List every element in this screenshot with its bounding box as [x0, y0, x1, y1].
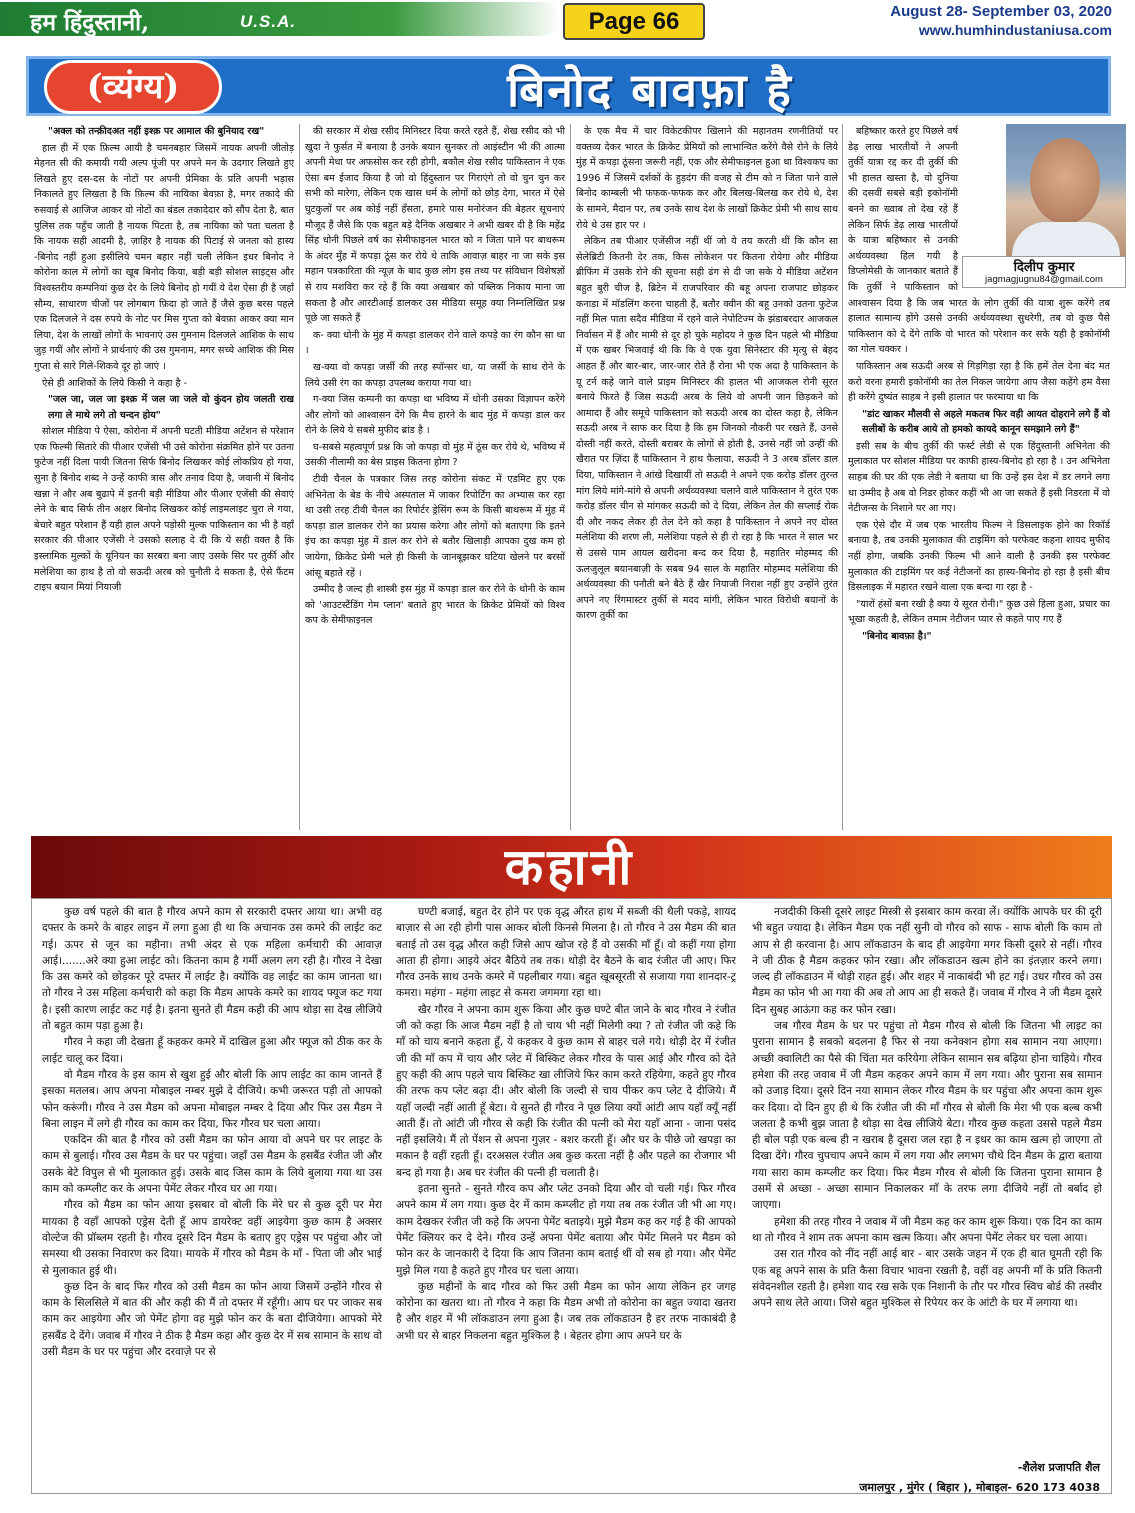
story-column-3: [752, 904, 1102, 1456]
paragraph: एकदिन की बात है गौरव को उसी मैडम का फोन आया वो अपने घर पर लाइट के काम से बुलाई। गौरव उस मैडम के घर पर पहुंचा। जहाँ उस मैडम के हसबैंड रंजीत जी और उसके बेटे विपुल से भी मुलाकात हुई। उसके बाद जिस काम के लिये बुलाया गया था उस काम को कम्प्लीट कर के अपना पेमेंट लेकर गौरव घर आ गया।: [42, 1134, 382, 1196]
author-email: jagmagjugnu84@gmail.com: [985, 274, 1103, 285]
paragraph: पाकिस्तान अब सऊदी अरब से गिड़गिड़ा रहा है कि हमें तेल देना बंद मत करो वरना हमारी इकोनॉमी का तेल निकल जायेगा आप जैसा कहेंगे हम वैसा ही करेंगे दुष्यंत साहब ने इसी हालात पर फरमाया था कि: [848, 360, 1110, 404]
column-divider: [842, 124, 843, 830]
satire-headline: बिनोद बावफ़ा है: [507, 63, 793, 117]
paragraph: ख-क्या वो कपड़ा जर्सी की तरह स्पॉन्सर था, या जर्सी के साथ रोने के लिये उसी रंग का कपड़ा उपलब्ध कराया गया था।: [305, 361, 565, 389]
paragraph: गौरव को मैडम का फोन आया इसबार वो बोली कि मेरे घर से कुछ दूरी पर मेरा मायका है वहाँ आपको एड्रेस देती हूँ आप डायरेक्ट वहीं आइयेगा कुछ काम है अक्सर वोल्टेज की प्रॉब्लम रहती है। गौरव दूसरे दिन मैडम के बताए हुए एड्रेस पर पहुंचा और जो समस्या थी उसका निवारण कर दिया। मायके में गौरव को मैडम के माँ - पिता जी और भाई से मुलाकात हुई थी।: [42, 1199, 382, 1277]
paragraph: हमेशा की तरह गौरव ने जवाब में जी मैडम कह कर काम शुरू किया। एक दिन का काम था तो गौरव ने शाम तक अपना काम खत्म किया। और अपना पेमेंट लेकर घर चला आया।: [752, 1215, 1102, 1244]
satire-column-3: [576, 124, 838, 830]
paragraph: बहिष्कार करते हुए पिछले वर्ष डेढ़ लाख भारतीयों ने अपनी तुर्की यात्रा रद्द कर दी तुर्की की भी हालत खस्ता है, वो दुनिया की दसवीं सबसे बड़ी इकोनॉमी बनने का ख्वाब तो देख रहे हैं लेकिन सिर्फ डेढ़ लाख भारतीयों के यात्रा बहिष्कार से उनकी अर्थव्यवस्था हिल गयी है डिप्लोमेसी के जानकार बताते हैं कि तुर्की ने पाकिस्तान को आश्वासन दिया है कि जब भारत के लोग तुर्की की यात्रा शुरू करेंगे तब हालात सामान्य होंगे उससे उनकी अर्थव्यवस्था सुधरेगी, तब वो कुछ पैसे पाकिस्तान को दे देंगे ताकि वो भारत को परेशान कर सके यही है इकोनॉमी का गोल चक्कर ।: [848, 126, 1110, 356]
column-divider: [570, 124, 571, 830]
paragraph: हाल ही में एक फ़िल्म आयी है चमनबहार जिसमें नायक अपनी जीतोड़ मेहनत सी की कमायी गयी अल्प पूंजी पर अपने मन के उदगार लिखते हुए लिखते हुए दस-दस के नोटों पर अपनी प्रेमिका के प्रति अपनी भड़ास निकालते हुए लिखता है कि फ़िल्म की नायिका बेवफ़ा है, मगर तकादे की रुसवाई से आजिज आकर वो नोटों का बंडल तकादेदार को सौंप देता है, बात पुलिस तक पहुँच जाती है नायक पिटता है, तब नायिका को पता चलता है कि नायक सही आदमी है, ज़ाहिर है नायक की पिटाई से जनता को हास्य -बिनोद नहीं हुआ इसीलिये चमन बहार नहीं चली लेकिन इधर बिनोद ने कोरोना काल में लोगों का खूब बिनोद किया, बड़ी बड़ी सोशल साइट्स और विश्वस्तरीय कम्पनियां कुछ देर के लिये बिनोद हो गयीं ये देश ऐसा ही है जहाँ सौम्य, साधारण चीजों पर लोगबाग फ़िदा हो जाते हैं जैसे कुछ बरस पहले एक दिलजले ने दस रुपये के नोट पर मिस गुप्ता को बेवफ़ा आकर क्या मान लिया, देश के लाखों लोगों के भावनाएं उस गुमनाम दिलजले आशिक के साथ जुड़ गयीं और लोगों ने प्रार्थनाएं की उस गुमनाम, मगर सच्चे आशिक की मिस गुप्ता से सारे गिले-शिकवे दूर हो जाएं ।: [34, 142, 294, 372]
paragraph: कुछ महीनों के बाद गौरव को फिर उसी मैडम का फोन आया लेकिन हर जगह कोरोना का खतरा था। तो गौरव ने कहा कि मैडम अभी तो कोरोना का बहुत ज्यादा खतरा है और शहर में भी लॉकडाउन लगा हुआ है। जब तक लॉकडाउन है हर तरफ नाकाबंदी है अभी घर से बाहर निकलना बहुत मुश्किल है । बेहतर होगा आप अपने घर के: [396, 1280, 736, 1342]
paragraph: ऐसे ही आशिकों के लिये किसी ने कहा है -: [42, 377, 188, 389]
satire-tag: (व्यंग्य): [44, 60, 222, 114]
paragraph: सोशल मीडिया पे ऐसा, कोरोना में अपनी घटती मीडिया अटेंशन से परेशान एक फिल्मी सितारे की पीआर एजेंसी भी उसे कोरोना संक्रमित होने पर उतना फुटेज नहीं दिला पायी जितना सिर्फ बिनोद लिखकर कोई लोकप्रिय हो गया, सुना है बिनोद शब्द ने उन्हें काफी त्रास और तनाव दिया है, जवानी में बिनोद खन्ना ने और अब बुढापे में इतनी बड़ी मीडिया और पीआर एजेंसी की सेवाएं लेने के बाद सिर्फ तीन अक्षर बिनोद लिखकर कोई लाइमलाइट चुरा ले गया, बेचारे बहुत परेशान हैं यही हाल अपने पड़ोसी मुल्क पाकिस्तान का भी है वहाँ सरकार की पीआर एजेंसी ने उसको सलाह दे दी कि ये सही वक्त है कि इस्लामिक मुल्कों के यूनियन का सरबरा बना जाए उसके सिर पर तुर्की और मलेशिया का हाथ है तो वो सऊदी अरब को चुनौती दे सकता है, ऐसे फैंटम टाइप बयान मियां नियाजी: [34, 426, 294, 594]
paragraph: कुछ वर्ष पहले की बात है गौरव अपने काम से सरकारी दफ्तर आया था। अभी वह दफ्तर के कमरे के बाहर लाइन में लगा हुआ ही था कि अचानक उस कमरे की लाईट कट गई। ऊपर से जून का महीना। तभी अंदर से एक महिला कर्मचारी की आवाज़ आई।.......अरे क्या हुआ लाईट को। कितना काम है गर्मी अलग लग रही है। गौरव ने देखा कि उस कमरे को छोड़कर पूरे दफ्तर में लाईट है। क्योंकि वह लाईट का काम जानता था। तो गौरव ने उस महिला कर्मचारी को कहा कि मैडम आपके कमरे का शायद फ्यूज कट गया है। इसी कारण लाईट कट गई है। इतना सुनते ही मैडम कही की आप थोड़ा सा देख लीजिये तो बहुत काम पड़ा हुआ है।: [42, 906, 382, 1033]
newspaper-title: हम हिंदुस्तानी,: [30, 9, 150, 36]
quote-verse: "जल जा, जल जा इश्क़ में जल जा जले वो कुंदन होय जलती राख लगा ले माथे लगे तो चन्दन होय": [48, 394, 294, 421]
author-name: दिलीप कुमार: [1013, 260, 1075, 275]
author-shirt: [1012, 222, 1120, 256]
paragraph: इतना सुनते - सुनते गौरव कप और प्लेट उनको दिया और वो चली गई। फिर गौरव अपने काम में लग गया। कुछ देर में काम कम्प्लीट हो गया तब तक रंजीत जी भी आ गए। काम देखकर रंजीत जी कहे कि अपना पेमेंट बताइये। मुझे मैडम कह कर गई है की आपको पेमेंट क्लियर कर दे देने। गौरव उन्हें अपना पेमेंट बताया और पेमेंट मिलने पर मैडम को फोन कर के जानकारी दे दिया कि आप जितना काम बताई थीं वो सब हो गया। और पेमेंट मुझे मिल गया है कहते हुए गौरव घर चला आया।: [396, 1183, 736, 1277]
paragraph: जब गौरव मैडम के घर पर पहुंचा तो मैडम गौरव से बोली कि जितना भी लाइट का पुराना सामान है सबको बदलना है फिर से नया कनेक्शन होगा सब सामान नया आएगा। अच्छी क्वालिटी का पैसे की चिंता मत करियेगा लेकिन सामान सब बढ़िया होना चाहिये। गौरव हमेशा की तरह जवाब में जी मैडम कहकर अपने काम में लग गया। और पुराना सब सामान को उजाड़ दिया। दूसरे दिन नया सामान लेकर गौरव मैडम के घर पहुंचा और अपना काम शुरू कर दिया। दो दिन हुए ही थे कि रंजीत जी की माँ गौरव से बोली कि मेरा भी एक बल्ब कभी जलता है कभी बुझ जाता है थोड़ा सा देख लीजिये बेटा। गौरव कुछ कहता उससे पहले मैडम ही बोल पड़ी एक बल्ब ही न खराब है दूसरा जल रहा है न इधर का काम खत्म हो जाएगा तो दिखा देंगे। गौरव चुपचाप अपने काम में लग गया और लगभग चौथे दिन मैडम के द्वारा बताया गया सारा काम कम्प्लीट कर दिया। फिर मैडम गौरव से बोली कि जितना पुराना सामान है उसमें से अच्छा - अच्छा सामान निकालकर माँ के तरफ लगा दीजिये नहीं तो बर्बाद हो जाएगा।: [752, 1020, 1102, 1212]
paragraph: लेकिन तब पीआर एजेंसीज नहीं थीं जो ये तय करती थीं कि कौन सा सेलेब्रिटी कितनी देर तक, किस लोकेशन पर कितना रोयेगा और मीडिया ब्रीफिंग में उसके रोने की सूचना सही ढंग से दी जा सके ये मीडिया अटेंशन बहुत बुरी चीज है, ब्रिटेन में राजपरिवार की बहू अपना राजपाट छोड़कर कनाडा में मॉडलिंग करना चाहती हैं, बतौर क्वीन की बहू उनको उतना फुटेज नहीं मिल पाता सदैव मीडिया में रहने वाले नेपोटिज्म के झंडाबरदार आजकल निर्वासन में हैं और मामी से दूर हो चुके महोदय ने कुछ दिन पहले भी मीडिया में एक खबर भिजवाई थी कि कि वे एक युवा सिनेस्टार की मृत्यु से बेहद आहत हैं और बार-बार, जार-जार रोते हैं रोना भी एक अदा है पाकिस्तान के यू टर्न कहे जाने वाले प्राइम मिनिस्टर की हालत भी आजकल रोनी सूरत बनाये फिरते हैं जिस सऊदी अरब के लिये वो अपनी जान छिड़कने को आमादा हैं और समूचे पाकिस्तान को सऊदी अरब का दोस्त कहा है, लेकिन सऊदी अरब ने साफ कर दिया है कि हम जिनको नौकरी पर रखते हैं, उनसे दोस्ती नहीं करते, दोस्ती बराबर के लोगों से होती है, उनसे नहीं जो उन्हीं की खैरात पर ज़िंदा हैं पाकिस्तान ने हाथ फैलाया, सऊदी ने 3 अरब डॉलर डाल दिया, पाकिस्तान ने आंखे दिखायीं तो सऊदी ने अपने एक करोड़ डॉलर तुरन्त मांग लिये मांगे-मांगे से अपनी अर्थव्यवस्था चलाने वाले पाकिस्तान ने तुरंत एक करोड़ डॉलर चीन से मांगकर सऊदी को दे दिया, लेकिन तेल की सप्लाई रोक दी और नकद लेकर ही तेल देने को कहा है पाकिस्तान ने अपने नए दोस्त मलेशिया की शरण ली, मलेशिया पहले से ही रो रहा है कि भारत ने साल भर से उससे पाम आयल खरीदना बन्द कर दिया है, महातिर मोहम्मद की ऊलजुलूल बयानबाज़ी के सबब 94 साल के महातिर मोहम्मद मलेशिया की अर्थव्यवस्था की पनौती बने बैठे हैं खैर नियाजी निराश नहीं हुए उन्होंने तुरंत अपने नए रिंगमास्टर तुर्की से मदद मांगी, लेकिन भारत विरोधी बयानों के कारण तुर्की का: [576, 236, 838, 622]
story-column-1: [42, 904, 382, 1492]
paragraph: कुछ दिन के बाद फिर गौरव को उसी मैडम का फोन आया जिसमें उन्होंने गौरव से काम के सिलसिले में बात की और कही की मैं तो दफ्तर में रहूँगी। आप घर पर जाकर सब काम कर आइयेगा और जो पेमेंट होगा वह मुझे फोन कर के बता दीजियेगा। आपको मेरे हसबैंड दे देंगे। जवाब में गौरव ने ठीक है मैडम कहा और कुछ देर में सब सामान के साथ वो उसी मैडम के घर पर पहुंचा और दरवाज़े पर से: [42, 1280, 382, 1359]
paragraph: घ-सबसे महत्वपूर्ण प्रश्न कि जो कपड़ा वो मुंह में ठूंस कर रोये थे, भविष्य में उसकी नीलामी का बेस प्राइस कितना होगा ?: [305, 441, 565, 469]
page-number: Page 66: [563, 3, 705, 40]
paragraph: के एक मैच में चार विकेटकीपर खिलाने की महानतम रणनीतियों पर वक्तव्य देकर भारत के क्रिकेट प्रेमियों को लाभान्वित करेंगे वैसे रोने के लिये मुंह में कपड़ा ठूंसना जरूरी नहीं, एक और सेमीफाइनल हुआ था विश्वकप का 1996 में जिसमें दर्शकों के हुड़दंग की वजह से टीम को न जिता पाने वाले बिनोद काम्बली भी फफक-फफक कर और बिलख-बिलख कर रोये थे, देश के सामने, मैदान पर, तब उनके साथ देश के लाखों क्रिकेट प्रेमी भी साथ साथ रोये थे उस हार पर ।: [576, 126, 838, 231]
satire-column-2: [305, 124, 565, 830]
paragraph: वो मैडम गौरव के इस काम से खुश हुई और बोली कि आप लाईट का काम जानते हैं इसका मतलब। आप अपना मोबाइल नम्बर मुझे दे दीजिये। कभी जरूरत पड़ी तो आपको फोन करूंगी। गौरव ने उस मैडम को अपना मोबाइल नम्बर दे दिया और फिर उस मैडम ने बिना लाइन में लगे ही गौरव का काम कर दिया, फिर गौरव घर चला आया।: [42, 1068, 382, 1130]
paragraph: नजदीकी किसी दूसरे लाइट मिस्त्री से इसबार काम करवा लें। क्योंकि आपके घर की दूरी भी बहुत ज्यादा है। लेकिन मैडम एक नहीं सुनी वो गौरव को साफ - साफ बोली कि काम तो आप से ही करवाना है। आप लॉकडाउन के बाद ही आइयेगा मगर किसी दूसरे से नहीं। गौरव ने जी ठीक है मैडम कहकर फोन रखा। और लॉकडाउन खत्म होने का इंतज़ार करने लगा। जल्द ही लॉकडाउन में थोड़ी राहत हुई। और शहर में नाकाबंदी भी हट गई। उधर गौरव को उस मैडम का फोन भी आ गया की अब तो आप आ ही सकते हैं। जवाब में गौरव ने जी मैडम दूसरे दिन सुबह आऊंगा कह कर फोन रखा।: [752, 906, 1102, 1016]
paragraph: की सरकार में शेख रसीद मिनिस्टर दिया करते रहते हैं, शेख रसीद को भी खुदा ने फुर्सत में बनाया है उनके बयान सुनकर तो आइंस्टीन भी की आत्मा अपनी मेधा पर अफसोस कर रही होगी, बकौल शेख रसीद पाकिस्तान ने एक ऐसा बम ईजाद किया है जो वो हिंदुस्तान पर गिराएंगे तो वो चुन चुन कर सभी को मारेगा, लेकिन एक खास धर्म के लोगों को छोड़ देगा, भारत में ऐसे घुटकुलों पर अब कोई नहीं हँसता, हमारे पास मनोरंजन की बेहतर सूचनाएं मौजूद हैं जैसे कि एक बहुत बड़े दैनिक अखबार ने अभी खबर दी है कि महेंद्र सिंह धोनी पिछले वर्ष का सेमीफाइनल भारत को न जिता पाने पर बाथरूम के अंदर मुँह में कपड़ा ठूंस कर रोये थे ताकि आवाज़ बाहर ना जा सके इस महान पत्रकारिता की न्यूज़ के बाद कुछ लोग इस तथ्य पर संविधान विशेषज्ञों से राय मशविरा कर रहे हैं कि क्या अखबार को पब्लिक निकाय माना जा सकता है और आरटीआई डालकर उस मीडिया समूह क्या निम्नलिखित प्रश्न पूछे जा सकते हैं: [305, 126, 565, 325]
story-column-2: [396, 904, 736, 1492]
paragraph: उस रात गौरव को नींद नहीं आई बार - बार उसके जहन में एक ही बात घूमती रही कि एक बहू अपने सास के प्रति कैसा विचार भावना रखती है, वहीं वह अपनी माँ के प्रति कितनी संवेदनशील रहती है। हमेशा याद रख सके एक निशानी के तौर पर गौरव स्विच बोर्ड की तस्वीर अपने साथ लेते आया। जिसे बहुत मुश्किल से रिपेयर कर के आंटी के घर में लगाया था।: [752, 1248, 1102, 1310]
story-author: -शैलेश प्रजापति शैल: [1017, 1461, 1100, 1474]
quote-verse: "अक्ल को तन्क़ीदअत नहीं इश्क़ पर आमाल की बुनियाद रख": [48, 126, 265, 137]
paragraph: एक ऐसे दौर में जब एक भारतीय फिल्म ने डिसलाइक होने का रिकॉर्ड बनाया है, तब उनकी मुलाकात की टाइमिंग को परफेक्ट कहना शायद मुफीद नहीं होगा, जबकि उनकी फिल्म भी आने वाली है उनकी इस परफेक्ट मुलाकात की टाइमिंग पर कई नेटीजनों का हास्य-बिनोद हो रहा है इसी बीच डिसलाइक में महारत रखने वाला एक बन्दा गा रहा है -: [848, 519, 1110, 594]
newspaper-suffix: U.S.A.: [240, 12, 297, 31]
story-headline: कहानी: [504, 837, 636, 896]
paragraph: क- क्या धोनी के मुंह में कपड़ा डालकर रोने वाले कपड़े का रंग कौन सा था ।: [305, 329, 565, 357]
author-face: [1030, 138, 1100, 224]
paragraph: इसी सब के बीच तुर्की की फर्स्ट लेडी से एक हिंदुस्तानी अभिनेता की मुलाकात पर सोशल मीडिया पर काफी हास्य-बिनोद हो रहा है । उन अभिनेता साहब की घर की एक लेडी ने बताया था कि उन्हें इस देश में डर लगने लगा था उम्मीद है अब वो निडर होकर कहीं भी आ जा सकते हैं इसी निडरता में वो नेटीजन्स के निशाने पर आ गए।: [848, 440, 1110, 515]
paragraph: गौरव ने कहा जी देखता हूँ कहकर कमरे में दाखिल हुआ और फ्यूज को ठीक कर के लाईट चालू कर दिया।: [42, 1036, 382, 1065]
quote-verse: "डांट खाकर मौलवी से अहले मकतब फिर वही आयत दोहराने लगे हैं वो सलीबों के करीब आये तो हमको कायदे कानून समझाने लगे हैं": [862, 408, 1110, 436]
paragraph: "यारों हंसों बना रखी है क्या ये सूरत रोनी।" कुछ उसे हिला हुआ, प्रचार का भूखा कहती है, लेकिन तमाम नेटीजन प्यार से कहते पाए गए हैं: [848, 598, 1110, 626]
column-divider: [299, 124, 300, 830]
paragraph: खैर गौरव ने अपना काम शुरू किया और कुछ घण्टे बीत जाने के बाद गौरव ने रंजीत जी को कहा कि आज मैडम नहीं है तो चाय भी नहीं मिलेगी क्या ? तो रंजीत जी कहे कि माँ को चाय बनाने कहता हूँ, ये कहकर वे कुछ काम से बाहर चले गये। थोड़ी देर में रंजीत जी की माँ कप में चाय और प्लेट में बिस्किट लेकर गौरव के पास आई और गौरव को देते हुए कही की आप पहले चाय बिस्किट खा लीजिये फिर काम करते रहियेगा, कहते हुए गौरव की तरफ कप प्लेट बढ़ा दी। और बोली कि जल्दी से चाय पीकर कप प्लेट दे दीजिये। मैं यहाँ जल्दी नहीं आती हूँ बेटा। ये सुनते ही गौरव ने पूछ लिया क्यों आंटी आप यहाँ क्यूँ नहीं आती हैं। तो आंटी जी गौरव से कही कि रंजीत की पत्नी को मेरा यहाँ आना - जाना पसंद नहीं इसलिये। मैं तो पेंशन से अपना गुज़र - बशर करती हूँ। और घर के पीछे जो खपड़ा का मकान है वहीं रहती हूँ। दरअसल रंजीत अब कुछ करता नहीं है और पहले का रोजगार भी बन्द हो गया है। अब घर रंजीत की पत्नी ही चलाती है।: [396, 1003, 736, 1179]
paragraph: उम्मीद है जल्द ही शास्त्री इस मुंह में कपड़ा डाल कर रोने के धोनी के काम को 'आउटस्टैंडिंग गेम प्लान' बताते हुए भारत के क्रिकेट प्रेमियों को विश्व कप के सेमीफाइनल: [305, 584, 565, 627]
issue-date: August 28- September 03, 2020: [890, 3, 1112, 20]
website-link[interactable]: www.humhindustaniusa.com: [918, 22, 1112, 38]
paragraph: टीवी चैनल के पत्रकार जिस तरह कोरोना संकट में एडमिट हुए एक अभिनेता के बेड के नीचे अस्पताल में जाकर रिपोर्टिंग का अभ्यास कर रहा था उसी तरह टीवी चैनल का रिपोर्टर ड्रेसिंग रूम के किसी बाथरूम में मुंह में कपड़ा डाल डालकर रोने का प्रयास करेगा और लोगों को बताएगा कि इतने इंच का कपड़ा मुंह में डाल कर रोने से बतौर खिलाड़ी आपका दुख कम हो जायेगा, क्रिकेट प्रेमी भले ही किसी के जानबूझकर घटिया खेलने पर बरसों आंसू बहाते रहें ।: [305, 474, 565, 579]
satire-column-1: [34, 124, 294, 830]
paragraph: घण्टी बजाई, बहुत देर होने पर एक वृद्ध औरत हाथ में सब्जी की थैली पकड़े, शायद बाज़ार से आ रही होगी पास आकर बोली किनसे मिलना है। तो गौरव ने उस मैडम की बात बताई तो उस वृद्ध औरत कही जिसे आप खोज रहे हैं वो उसकी माँ हूँ। वो कहीं गया होगा आता ही होगा। आइये अंदर बैठिये तब तक। थोड़ी देर बैठने के बाद रंजीत जी आए। फिर गौरव उनके साथ उनके कमरे में पहलीबार गया। बहुत खूबसूरती से सजाया गया शानदार-ट्र कमरा। महंगा - महंगा लाइट से कमरा जगमगा रहा था।: [396, 906, 736, 1000]
story-author-contact: जमालपुर , मुंगेर ( बिहार ), मोबाइल- 620 173 4038: [859, 1481, 1100, 1494]
paragraph: ग-क्या जिस कम्पनी का कपड़ा था भविष्य में धोनी उसका विज्ञापन करेंगे और लोगों को आश्वासन देंगे कि मैच हारने के बाद मुंह में कपड़ा डाल कर रोने के लिये ये सबसे मुफीद ब्रांड है ।: [305, 394, 565, 437]
quote-verse: "बिनोद बावफ़ा है।": [862, 631, 932, 642]
